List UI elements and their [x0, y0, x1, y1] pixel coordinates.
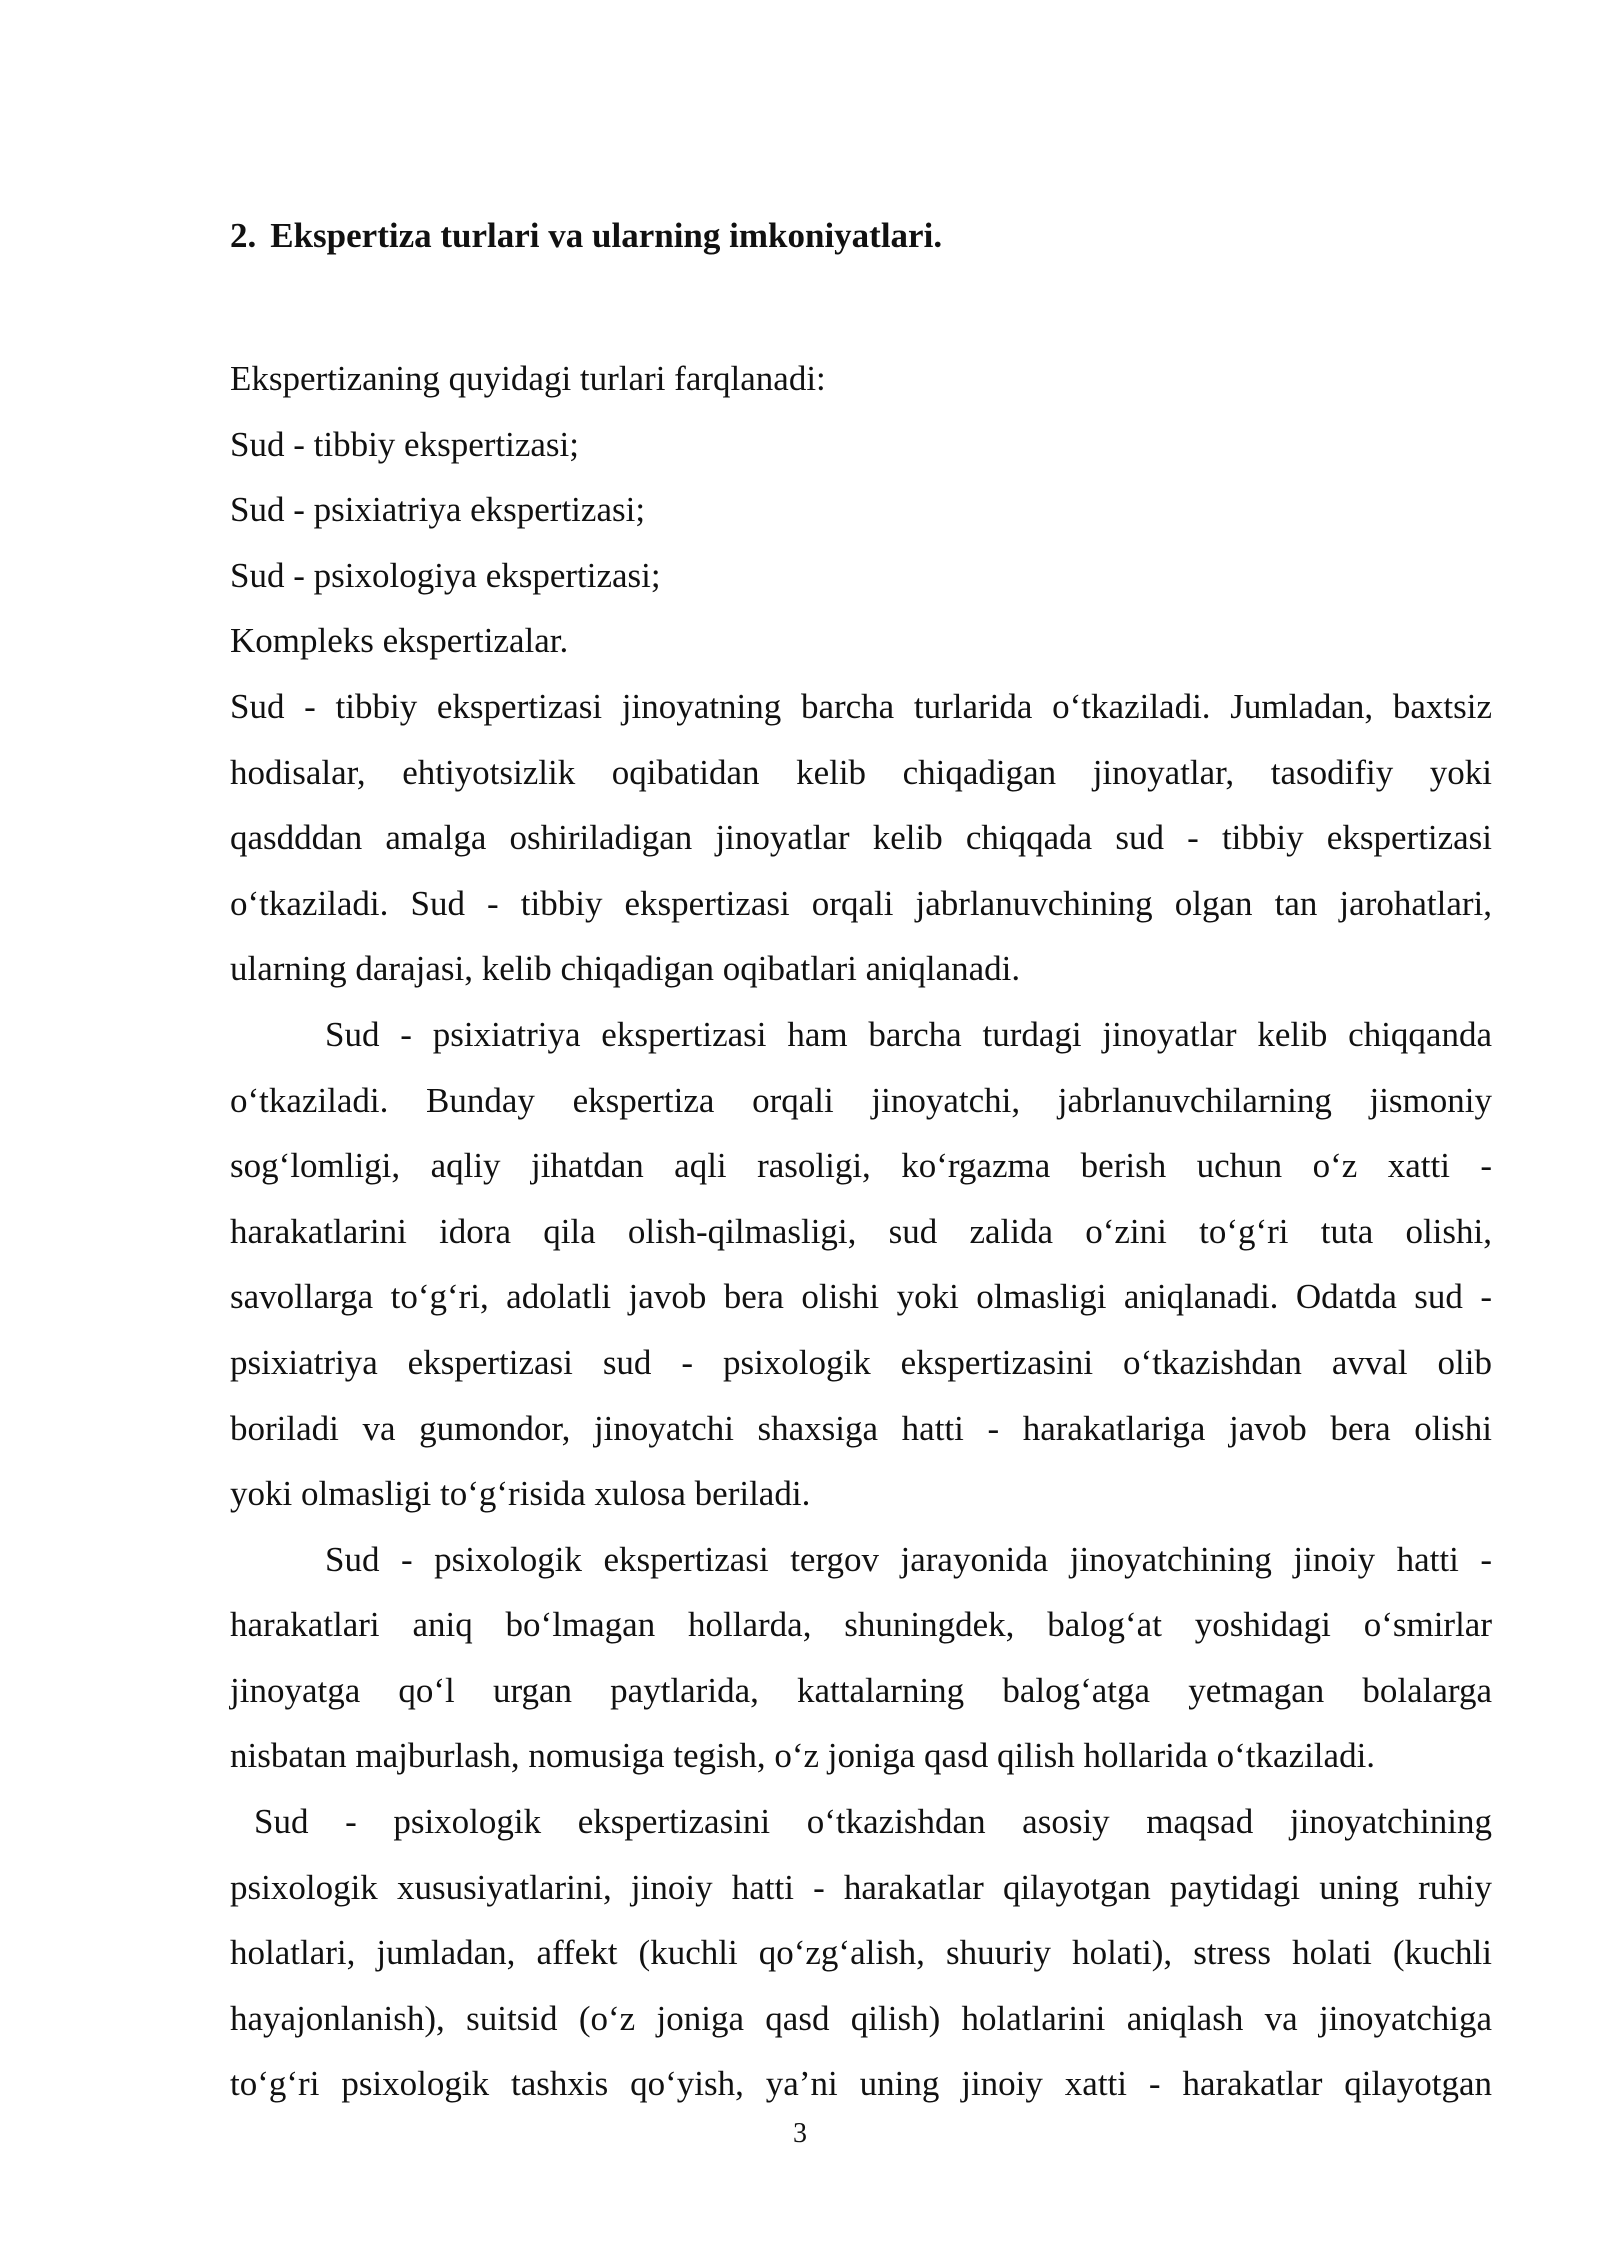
text-line: Sud - psixologik ekspertizasini o‘tkazishdan asosiy maqsad jinoyatchining	[254, 1802, 1492, 1842]
text-line: Sud - psixiatriya ekspertizasi;	[230, 490, 646, 530]
text-line: o‘tkaziladi. Bunday ekspertiza orqali jinoyatchi, jabrlanuvchilarning jismoniy	[230, 1080, 1492, 1120]
text-line: savollarga to‘g‘ri, adolatli javob bera olishi yoki olmasligi aniqlanadi. Odatda sud -	[230, 1277, 1492, 1317]
text-line: harakatlarini idora qila olish-qilmasligi, sud zalida o‘zini to‘g‘ri tuta olishi,	[230, 1211, 1492, 1251]
text-line: Sud - psixologik ekspertizasi tergov jarayonida jinoyatchining jinoiy hatti -	[325, 1539, 1492, 1579]
text-line: o‘tkaziladi. Sud - tibbiy ekspertizasi orqali jabrlanuvchining olgan tan jarohatlari,	[230, 883, 1492, 923]
text-line: psixiatriya ekspertizasi sud - psixologik ekspertizasini o‘tkazishdan avval olib	[230, 1342, 1492, 1382]
section-title: Ekspertiza turlari va ularning imkoniyatlari.	[270, 216, 943, 255]
body-text	[230, 346, 1492, 2117]
page-number: 3	[793, 2118, 807, 2149]
text-line: Sud - tibbiy ekspertizasi;	[230, 424, 579, 464]
text-line: nisbatan majburlash, nomusiga tegish, o‘z joniga qasd qilish hollarida o‘tkaziladi.	[230, 1736, 1376, 1776]
text-line: jinoyatga qo‘l urgan paytlarida, kattalarning balog‘atga yetmagan bolalarga	[230, 1670, 1492, 1710]
section-heading	[230, 216, 942, 256]
text-line: psixologik xususiyatlarini, jinoiy hatti - harakatlar qilayotgan paytidagi uning ruhiy	[230, 1867, 1492, 1907]
text-line: Ekspertizaning quyidagi turlari farqlanadi:	[230, 359, 826, 398]
text-line: boriladi va gumondor, jinoyatchi shaxsiga hatti - harakatlariga javob bera olishi	[230, 1408, 1492, 1448]
text-line: Sud - psixiatriya ekspertizasi ham barcha turdagi jinoyatlar kelib chiqqanda	[325, 1014, 1492, 1054]
text-line: hodisalar, ehtiyotsizlik oqibatidan kelib chiqadigan jinoyatlar, tasodifiy yoki	[230, 752, 1492, 792]
text-line: yoki olmasligi to‘g‘risida xulosa beriladi.	[230, 1474, 811, 1514]
text-line: sog‘lomligi, aqliy jihatdan aqli rasoligi, ko‘rgazma berish uchun o‘z xatti -	[230, 1146, 1492, 1186]
text-line: Sud - psixologiya ekspertizasi;	[230, 555, 661, 595]
text-line: hayajonlanish), suitsid (o‘z joniga qasd qilish) holatlarini aniqlash va jinoyatchiga	[230, 1998, 1492, 2038]
text-line: Kompleks ekspertizalar.	[230, 621, 569, 661]
section-number: 2.	[230, 216, 257, 255]
text-line: to‘g‘ri psixologik tashxis qo‘yish, ya’ni uning jinoiy xatti - harakatlar qilayotgan	[230, 2064, 1492, 2104]
text-line: ularning darajasi, kelib chiqadigan oqibatlari aniqlanadi.	[230, 949, 1021, 989]
text-line: harakatlari aniq bo‘lmagan hollarda, shuningdek, balog‘at yoshidagi o‘smirlar	[230, 1605, 1492, 1645]
text-line: Sud - tibbiy ekspertizasi jinoyatning barcha turlarida o‘tkaziladi. Jumladan, baxtsiz	[230, 686, 1492, 726]
text-line: holatlari, jumladan, affekt (kuchli qo‘zg‘alish, shuuriy holati), stress holati (kuchli	[230, 1933, 1492, 1973]
text-line: qasdddan amalga oshiriladigan jinoyatlar kelib chiqqada sud - tibbiy ekspertizasi	[230, 818, 1492, 858]
